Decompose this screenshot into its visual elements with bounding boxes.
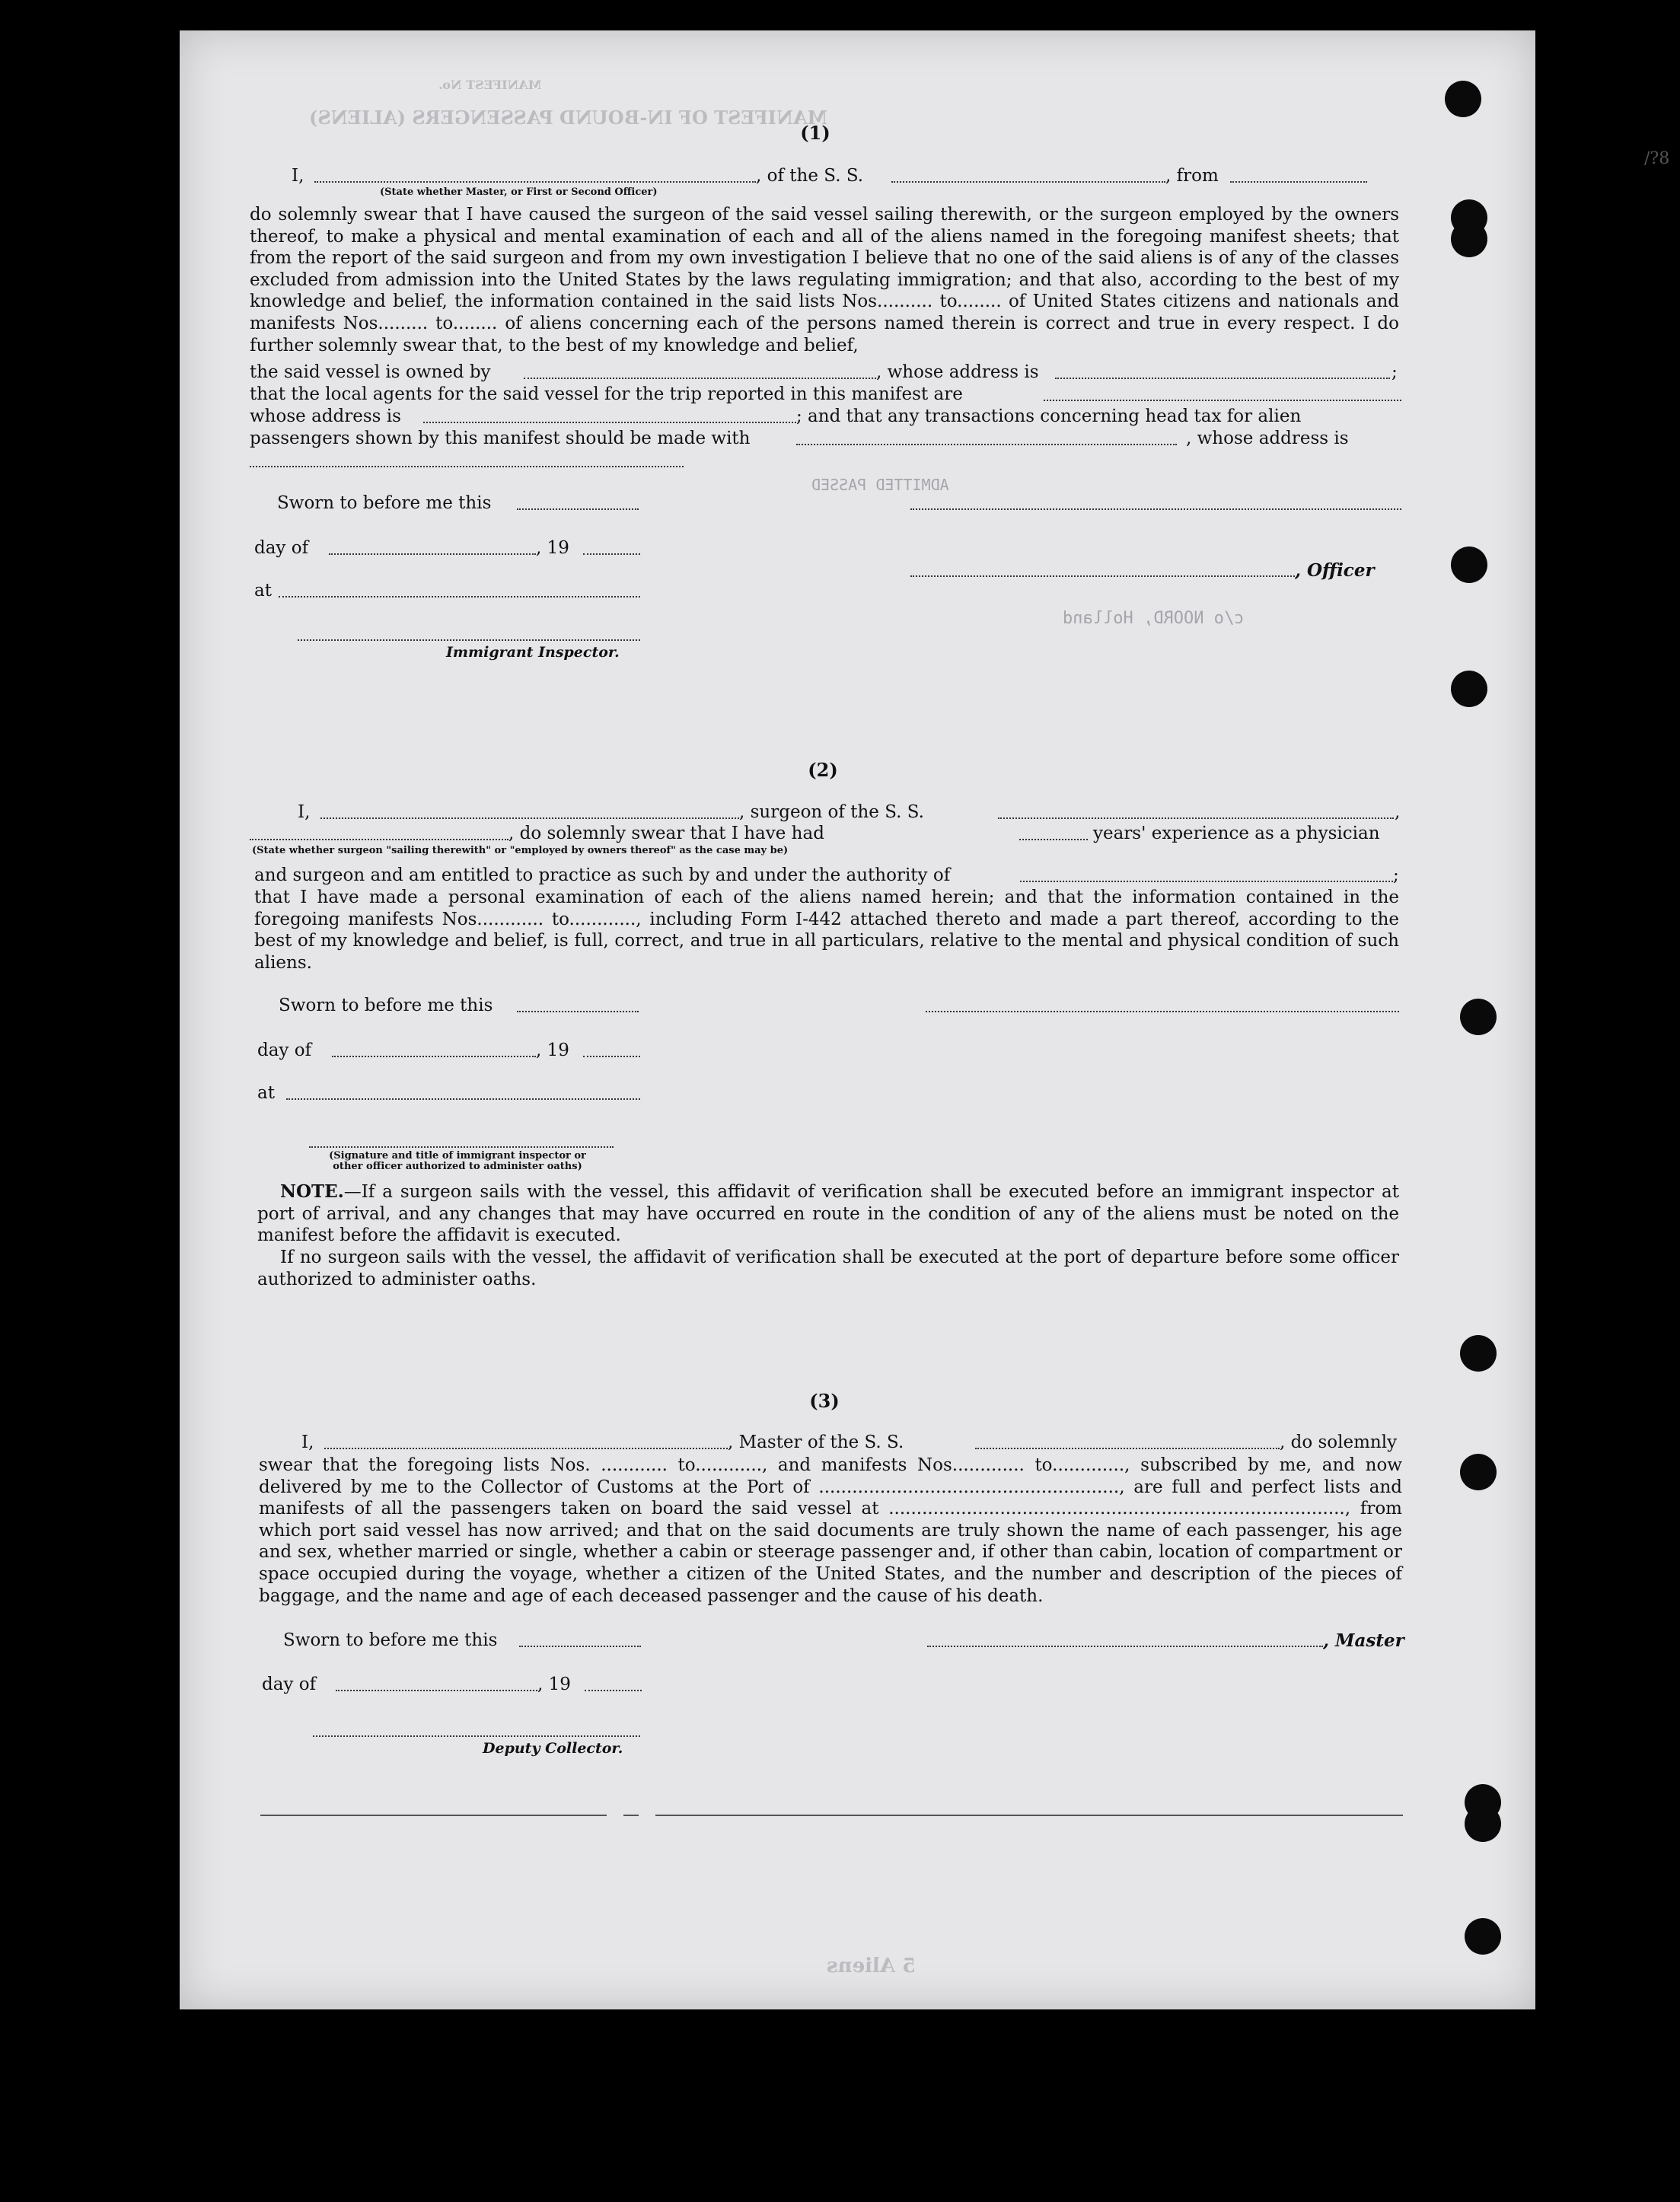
s1-agents-field — [1044, 400, 1401, 401]
s3-day-field — [336, 1690, 537, 1691]
s2-sig-line — [309, 1146, 614, 1148]
s2-surgeon-field — [320, 817, 739, 819]
s3-master-label: , Master — [1323, 1630, 1404, 1651]
s2-caption: (State whether surgeon "sailing therewith" or "employed by owners thereof" as the case may be) — [252, 845, 789, 856]
s2-year: , 19 — [536, 1040, 569, 1060]
s2-day-of: day of — [257, 1040, 312, 1060]
s2-affiliation-field — [250, 839, 508, 840]
s3-year: , 19 — [537, 1675, 571, 1694]
s3-master-sig-field — [927, 1646, 1323, 1647]
s1-headtax-address-field — [250, 466, 684, 467]
s3-master-sig — [1323, 1630, 1404, 1651]
s3-name-field — [324, 1448, 728, 1449]
punch-hole — [1445, 81, 1481, 117]
s2-swear: , do solemnly swear that I have had — [508, 824, 824, 843]
s1-agent-address-field — [423, 422, 796, 423]
s2-sworn-field — [517, 1011, 639, 1012]
s3-collector: Deputy Collector. — [483, 1740, 623, 1757]
s3-sworn-field — [519, 1646, 641, 1647]
s1-officer-label: , Officer — [1295, 560, 1375, 581]
s1-inspector: Immigrant Inspector. — [446, 644, 620, 661]
s2-years: years' experience as a physician — [1093, 824, 1380, 843]
s1-caption: (State whether Master, or First or Second Officer) — [380, 186, 658, 198]
s1-semicolon: ; — [1391, 362, 1398, 382]
bleed-manifest-no: MANIFEST No. — [438, 78, 542, 92]
s1-from: , from — [1165, 166, 1219, 186]
s1-whose-address: , whose address is — [876, 362, 1039, 382]
s2-sworn: Sworn to before me this — [279, 996, 493, 1015]
s1-sworn-field — [517, 508, 639, 510]
s2-surgeon: , surgeon of the S. S. — [739, 802, 924, 822]
s2-authority-field — [1020, 881, 1393, 882]
s2-authority: and surgeon and am entitled to practice as such by and under the authority of — [254, 865, 951, 885]
s3-master: , Master of the S. S. — [728, 1432, 904, 1452]
s1-agents: that the local agents for the said vessel for the trip reported in this manifest are — [250, 384, 963, 404]
s1-body: do solemnly swear that I have caused the surgeon of the said vessel sailing therewith, or the surgeon employed by the owners thereof, to make a physical and mental examination of each and all of the aliens named in the foregoing manifest sheets; that from the report of the said surgeon and from my own investigation I believe that no one of the said aliens is of any of the classes excluded from admission into the United States by the laws regulating immigration; and that also, according to the best of my knowledge and belief, the information contained in the said lists Nos.......... to........ of United States citizens and nationals and manifests Nos......... to........ of aliens concerning each of the persons named therein is correct and true in every respect. I do further solemnly swear that, to the best of my knowledge and belief, — [250, 205, 1399, 355]
s1-year: , 19 — [536, 538, 569, 558]
s2-ship-field — [998, 817, 1394, 819]
s1-whose-address-3: , whose address is — [1186, 429, 1349, 448]
s1-head-tax: ; and that any transactions concerning head tax for alien — [796, 406, 1302, 426]
section-3-number: (3) — [809, 1390, 840, 1412]
s1-inspector-line — [298, 639, 640, 641]
s2-note-label: NOTE. — [280, 1181, 344, 1202]
punch-hole — [1460, 1335, 1497, 1372]
s3-day-of: day of — [262, 1675, 317, 1694]
bottom-rule-dash — [623, 1815, 639, 1816]
s2-comma: , — [1395, 802, 1401, 822]
s1-owner-address-field — [1055, 378, 1390, 379]
bleed-title: MANIFEST OF IN-BOUND PASSENGERS (ALIENS) — [309, 107, 828, 129]
s1-signature-line-top — [910, 508, 1401, 510]
bottom-rule-left — [260, 1815, 607, 1816]
s3-year-field — [585, 1690, 642, 1691]
s2-i: I, — [298, 802, 311, 822]
section-2-number: (2) — [808, 759, 838, 781]
s1-passengers: passengers shown by this manifest should be made with — [250, 429, 751, 448]
punch-hole — [1460, 1454, 1497, 1490]
s1-sworn: Sworn to before me this — [277, 493, 492, 513]
punch-hole — [1460, 999, 1497, 1035]
manifest-page — [180, 30, 1535, 2009]
s1-officer-sig-field — [910, 575, 1295, 577]
s2-note-2: If no surgeon sails with the vessel, the affidavit of verification shall be executed at the port of departure before some officer authorized to administer oaths. — [257, 1248, 1399, 1289]
punch-hole — [1465, 1805, 1501, 1842]
bottom-rule-right — [655, 1815, 1403, 1816]
s1-owner-field — [524, 378, 876, 379]
margin-mark: /?8 — [1644, 149, 1670, 168]
s2-day-field — [332, 1056, 536, 1057]
s2-semicolon: ; — [1393, 865, 1399, 885]
s2-at: at — [257, 1083, 275, 1103]
s2-sig-caption: (Signature and title of immigrant inspector or other officer authorized to administer oaths) — [329, 1150, 586, 1172]
punch-hole — [1451, 547, 1487, 583]
s1-owned-by: the said vessel is owned by — [250, 362, 491, 382]
s1-of-ss: , of the S. S. — [756, 166, 864, 186]
s1-ship-field — [891, 181, 1165, 183]
s3-collector-line — [313, 1735, 640, 1737]
s1-whose-address-2: whose address is — [250, 406, 401, 426]
s3-sworn: Sworn to before me this — [283, 1630, 498, 1650]
s2-note-body: —If a surgeon sails with the vessel, this affidavit of verification shall be executed before an immigrant inspector at port of arrival, and any changes that may have occurred en route in the condition of any of the aliens must be noted on the manifest before the affidavit is executed. — [257, 1182, 1399, 1246]
s1-i: I, — [292, 166, 304, 186]
s1-headtax-field — [796, 444, 1177, 445]
s2-surgeon-sig-field — [926, 1011, 1399, 1012]
bleed-footer: 5 Aliens — [827, 1955, 917, 1977]
s1-at: at — [254, 581, 272, 601]
section-1-number: (1) — [800, 122, 830, 144]
s3-ship-field — [975, 1448, 1280, 1449]
s2-years-field — [1019, 839, 1088, 840]
s2-body: that I have made a personal examination of each of the aliens named herein; and that the information contained in the foregoing manifests Nos............ to............, including Form I-442 attached thereto and made a part thereof, according to the best of my knowledge and belief, is full, correct, and true in all particulars, relative to the mental and physical condition of such aliens. — [254, 887, 1399, 973]
handwriting-bleed: ADMITTED PASSED — [811, 476, 949, 494]
s3-i: I, — [301, 1432, 314, 1452]
s2-at-field — [286, 1098, 640, 1100]
punch-hole — [1451, 671, 1487, 707]
s1-day-of: day of — [254, 538, 309, 558]
s3-body: swear that the foregoing lists Nos. ............ to............, and manifests Nos............. to............., subscribed by me, and now delivered by me to the Collector of Customs at the Port of ......................................................, are full and perfect lists and manifests of all the passengers taken on board the said vessel at .................................................................................., from which port said vessel has now arrived; and that on the said documents are truly shown the name of each passenger, his age and sex, whether married or single, whether a cabin or steerage passenger and, if other than cabin, location of compartment or space occupied during the voyage, whether a citizen of the United States, and the number and description of the pieces of baggage, and the name and age of each deceased passenger and the cause of his death. — [259, 1455, 1402, 1606]
s1-at-field — [279, 596, 640, 598]
punch-hole — [1465, 1918, 1501, 1955]
s1-year-field — [583, 553, 640, 555]
s2-note — [257, 1181, 1399, 1247]
s1-day-field — [329, 553, 536, 555]
s3-solemnly: , do solemnly — [1280, 1432, 1398, 1452]
handwriting-bleed-2: c/o NOORD, Holland — [1063, 609, 1245, 628]
punch-hole — [1451, 221, 1487, 257]
s1-from-field — [1230, 181, 1367, 183]
s1-officer-field — [314, 181, 756, 183]
s2-year-field — [583, 1056, 640, 1057]
s1-officer — [1295, 560, 1375, 581]
